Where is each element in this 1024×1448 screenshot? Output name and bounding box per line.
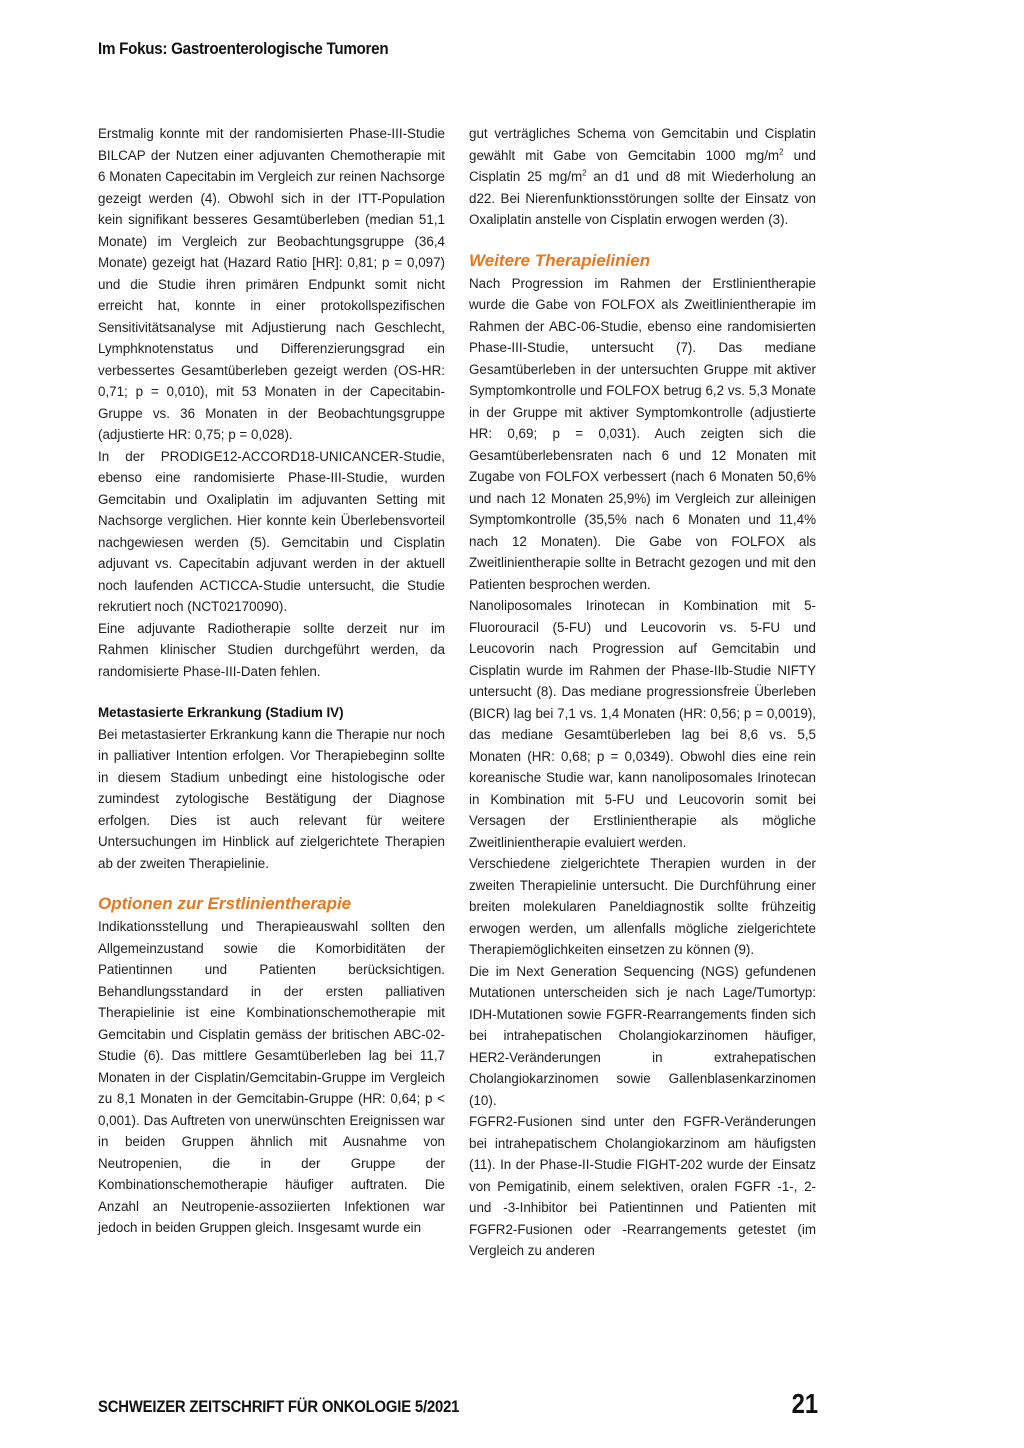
right-column	[469, 123, 816, 1262]
left-paragraph-5: Indikationsstellung und Therapieauswahl sollten den Allgemeinzustand sowie die Komorbiditäten der Patientinnen und Patienten berücksichtigen. Behandlungsstandard in der ersten palliativen Therapielinie ist eine Kombinationschemotherapie mit Gemcitabin und Cisplatin gemäss der britischen ABC-02-Studie (6). Das mittlere Gesamtüberleben lag bei 11,7 Monaten in der Cisplatin/Gemcitabin-Gruppe im Vergleich zu 8,1 Monaten in der Gemcitabin-Gruppe (HR: 0,64; p < 0,001). Das Auftreten von unerwünschten Ereignissen war in beiden Gruppen ähnlich mit Ausnahme von Neutropenien, die in der Gruppe der Kombinationschemotherapie häufiger auftraten. Die Anzahl an Neutropenie-assoziierten Infektionen war jedoch in beiden Gruppen gleich. Insgesamt wurde ein	[98, 919, 445, 1235]
superscript-2: 2	[779, 147, 784, 157]
page-number: 21	[791, 1388, 818, 1419]
right-paragraph-2: Nach Progression im Rahmen der Erstlinientherapie wurde die Gabe von FOLFOX als Zweitlinientherapie im Rahmen der ABC-06-Studie, ebenso eine randomisierten Phase-III-Studie, untersucht (7). Das mediane Gesamtüberleben in der untersuchten Gruppe mit aktiver Symptomkontrolle und FOLFOX betrug 6,2 vs. 5,3 Monate in der Gruppe mit aktiver Symptomkontrolle (adjustierte HR: 0,69; p = 0,031). Auch zeigten sich die Gesamtüberlebensraten nach 6 und 12 Monaten mit Zugabe von FOLFOX verbessert (nach 6 Monaten 50,6% und nach 12 Monaten 25,9%) im Vergleich zur alleinigen Symptomkontrolle (35,5% nach 6 Monaten und 11,4% nach 12 Monaten). Die Gabe von FOLFOX als Zweitlinientherapie sollte in Betracht gezogen und mit den Patienten besprochen werden.	[469, 275, 816, 592]
footer-journal-title: SCHWEIZER ZEITSCHRIFT FÜR ONKOLOGIE 5/2021	[98, 1398, 460, 1416]
left-paragraph-4: Bei metastasierter Erkrankung kann die Therapie nur noch in palliativer Intention erfolgen. Vor Therapiebeginn sollte in diesem Stadium unbedingt eine histologische oder zumindest zytologische Bestätigung der Diagnose erfolgen. Dies ist auch relevant für weitere Untersuchungen im Hinblick auf zielgerichtete Therapien ab der zweiten Therapielinie.	[98, 726, 445, 871]
subheading-metastatic-disease: Metastasierte Erkrankung (Stadium IV)	[98, 705, 344, 720]
running-head: Im Fokus: Gastroenterologische Tumoren	[98, 40, 389, 58]
left-paragraph-2: In der PRODIGE12-ACCORD18-UNICANCER-Studie, ebenso eine randomisierte Phase-III-Studie, wurden Gemcitabin und Oxaliplatin im adjuvanten Setting mit Nachsorge verglichen. Hier konnte kein Überlebensvorteil nachgewiesen werden (5). Gemcitabin und Cisplatin adjuvant vs. Capecitabin adjuvant werden in der aktuell noch laufenden ACTICCA-Studie untersucht, die Studie rekrutiert noch (NCT02170090).	[98, 448, 445, 614]
left-paragraph-1: Erstmalig konnte mit der randomisierten Phase-III-Studie BILCAP der Nutzen einer adjuvanten Chemotherapie mit 6 Monaten Capecitabin im Vergleich zur reinen Nachsorge gezeigt werden (4). Obwohl sich in der ITT-Population kein signifikant besseres Gesamtüberleben (median 51,1 Monate) im Vergleich zur Beobachtungsgruppe (36,4 Monate) gezeigt hat (Hazard Ratio [HR]: 0,81; p = 0,097) und die Studie ihren primären Endpunkt somit nicht erreicht hat, konnte in einer protokollspezifischen Sensitivitätsanalyse mit Adjustierung nach Geschlecht, Lymphknotenstatus und Differenzierungsgrad ein verbessertes Gesamtüberleben gezeigt werden (OS-HR: 0,71; p = 0,010), mit 53 Monaten in der Capecitabin-Gruppe vs. 36 Monaten in der Beobachtungsgruppe (adjustierte HR: 0,75; p = 0,028).	[98, 126, 445, 442]
superscript-2: 2	[582, 168, 587, 178]
right-paragraph-1-part-a: gut verträgliches Schema von Gemcitabin und Cisplatin gewählt mit Gabe von Gemcitabin 1000 mg/m	[469, 126, 816, 163]
right-paragraph-1-part-c: an d1 und d8 mit Wiederholung an d22. Bei Nierenfunktionsstörungen sollte der Einsatz von Oxaliplatin anstelle von Cisplatin erwogen werden (3).	[469, 169, 816, 227]
left-column	[98, 123, 445, 1239]
right-paragraph-6: FGFR2-Fusionen sind unter den FGFR-Veränderungen bei intrahepatischem Cholangiokarzinom am häufigsten (11). In der Phase-II-Studie FIGHT-202 wurde der Einsatz von Pemigatinib, einem selektiven, oralen FGFR -1-, 2- und -3-Inhibitor bei Patientinnen und Patienten mit FGFR2-Fusionen oder -Rearrangements getestet (im Vergleich zu anderen	[469, 1114, 816, 1258]
section-title-further-therapy-lines: Weitere Therapielinien	[469, 250, 651, 270]
right-paragraph-1-part-b: und Cisplatin 25 mg/m	[469, 147, 816, 184]
right-paragraph-1	[469, 123, 816, 231]
right-paragraph-4: Verschiedene zielgerichtete Therapien wurden in der zweiten Therapielinie untersucht. Die Durchführung einer breiten molekularen Paneldiagnostik sollte frühzeitig erwogen werden, um allenfalls mögliche zielgerichtete Therapiemöglichkeiten einsetzen zu können (9).	[469, 856, 816, 957]
right-paragraph-3: Nanoliposomales Irinotecan in Kombination mit 5-Fluorouracil (5-FU) und Leucovorin vs. 5-FU und Leucovorin nach Progression auf Gemcitabin und Cisplatin wurde im Rahmen der Phase-IIb-Studie NIFTY untersucht (8). Das mediane progressionsfreie Überleben (BICR) lag bei 7,1 vs. 1,4 Monaten (HR: 0,56; p = 0,0019), das mediane Gesamtüberleben lag bei 8,6 vs. 5,5 Monaten (HR: 0,68; p = 0,0349). Obwohl dies eine rein koreanische Studie war, kann nanoliposomales Irinotecan in Kombination mit 5-FU und Leucovorin somit bei Versagen der Erstlinientherapie als mögliche Zweitlinientherapie evaluiert werden.	[469, 598, 816, 850]
section-title-first-line-therapy: Optionen zur Erstlinientherapie	[98, 894, 352, 913]
left-paragraph-3: Eine adjuvante Radiotherapie sollte derzeit nur im Rahmen klinischer Studien durchgeführt werden, da randomisierte Phase-III-Daten fehlen.	[98, 620, 445, 679]
right-paragraph-5: Die im Next Generation Sequencing (NGS) gefundenen Mutationen unterscheiden sich je nach Lage/Tumortyp: IDH-Mutationen sowie FGFR-Rearrangements finden sich bei intrahepatischen Cholangiokarzinomen häufiger, HER2-Veränderungen in extrahepatischen Cholangiokarzinomen sowie Gallenblasenkarzinomen (10).	[469, 963, 816, 1108]
